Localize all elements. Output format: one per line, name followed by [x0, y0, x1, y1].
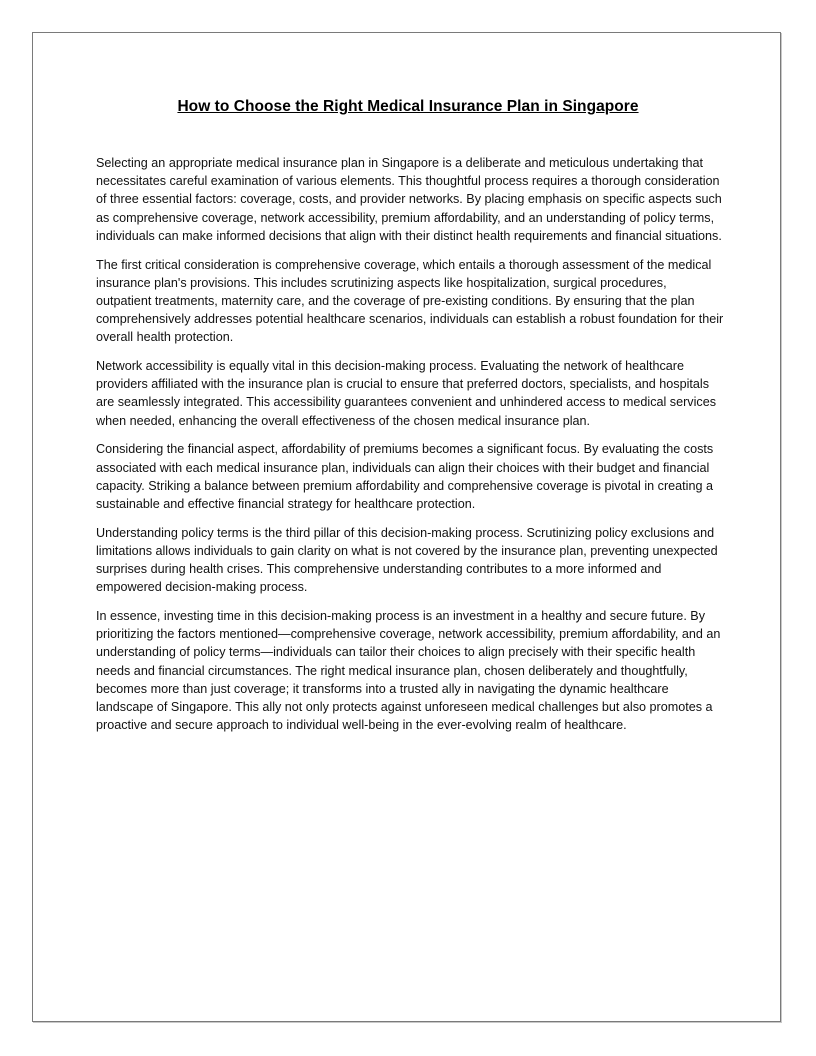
paragraph-network: Network accessibility is equally vital in this decision-making process. Evaluating the network of healthcare providers affiliated with the insurance plan is crucial to ensure that preferred doctors, specialists, and hospitals are seamlessly integrated. This accessibility guarantees convenient and unhindered access to medical services when needed, enhancing the overall effectiveness of the chosen medical insurance plan. — [96, 359, 716, 428]
paragraph-conclusion: In essence, investing time in this decision-making process is an investment in a healthy and secure future. By prioritizing the factors mentioned—comprehensive coverage, network accessibility, premium affordability, and an understanding of policy terms—individuals can tailor their choices to align precisely with their specific health needs and financial circumstances. The right medical insurance plan, chosen deliberately and thoughtfully, becomes more than just coverage; it transforms into a trusted ally in navigating the dynamic healthcare landscape of Singapore. This ally not only protects against unforeseen medical challenges but also promotes a proactive and secure approach to individual well-being in the ever-evolving realm of healthcare. — [96, 608, 721, 733]
paragraph-premiums: Considering the financial aspect, affordability of premiums becomes a significant focus. By evaluating the costs associated with each medical insurance plan, individuals can align their choices with their budget and financial capacity. Striking a balance between premium affordability and comprehensive coverage is pivotal in creating a sustainable and effective financial strategy for healthcare protection. — [96, 442, 714, 511]
paragraph-coverage: The first critical consideration is comprehensive coverage, which entails a thorough assessment of the medical insurance plan's provisions. This includes scrutinizing aspects like hospitalization, surgical procedures, outpatient treatments, maternity care, and the coverage of pre-existing conditions. By ensuring that the plan comprehensively addresses potential healthcare scenarios, individuals can establish a robust foundation for their overall health protection. — [96, 257, 724, 345]
document-body — [96, 154, 724, 745]
paragraph-policy-terms: Understanding policy terms is the third pillar of this decision-making process. Scrutinizing policy exclusions and limitations allows individuals to gain clarity on what is not covered by the insurance plan, preventing unexpected surprises during health crises. This comprehensive understanding contributes to a more informed and empowered decision-making process. — [96, 525, 718, 595]
paragraph-intro: Selecting an appropriate medical insurance plan in Singapore is a deliberate and meticulous undertaking that necessitates careful examination of various elements. This thoughtful process requires a thorough consideration of three essential factors: coverage, costs, and provider networks. By placing emphasis on specific aspects such as comprehensive coverage, network accessibility, premium affordability, and an understanding of policy terms, individuals can make informed decisions that align with their distinct health requirements and financial situations. — [96, 156, 722, 243]
document-title: How to Choose the Right Medical Insurance Plan in Singapore — [177, 98, 639, 115]
